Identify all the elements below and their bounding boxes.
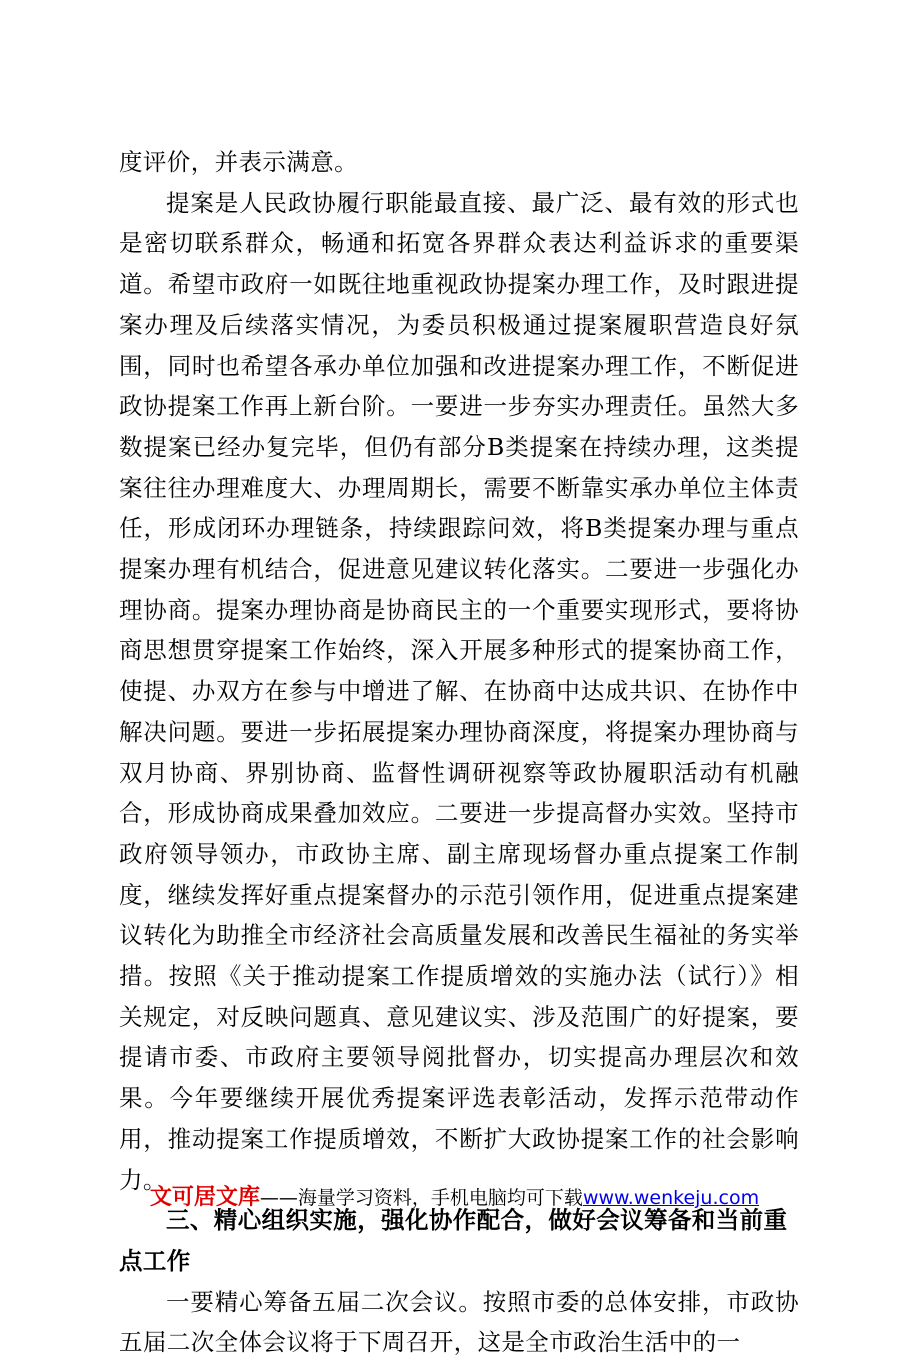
paragraph-continuation: 度评价，并表示满意。: [119, 148, 358, 176]
paragraph-proposal: 提案是人民政协履行职能最直接、最广泛、最有效的形式也是密切联系群众，畅通和拓宽各界群众表达利益诉求的重要渠道。希望市政府一如既往地重视政协提案办理工作，及时跟进提案办理及后续落实情况，为委员积极通过提案履职营造良好氛围，同时也希望各承办单位加强和改进提案办理工作，不断促进政协提案工作再上新台阶。一要进一步夯实办理责任。虽然大多数提案已经办复完毕，但仍有部分B类提案在持续办理，这类提案往往办理难度大、办理周期长，需要不断靠实承办单位主体责任，形成闭环办理链条，持续跟踪问效，将B类提案办理与重点提案办理有机结合，促进意见建议转化落实。二要进一步强化办理协商。提案办理协商是协商民主的一个重要实现形式，要将协商思想贯穿提案工作始终，深入开展多种形式的提案协商工作，使提、办双方在参与中增进了解、在协商中达成共识、在协作中解决问题。要进一步拓展提案办理协商深度，将提案办理协商与双月协商、界别协商、监督性调研视察等政协履职活动有机融合，形成协商成果叠加效应。二要进一步提高督办实效。坚持市政府领导领办，市政协主席、副主席现场督办重点提案工作制度，继续发挥好重点提案督办的示范引领作用，促进重点提案建议转化为助推全市经济社会高质量发展和改善民生福祉的务实举措。按照《关于推动提案工作提质增效的实施办法（试行）》相关规定，对反映问题真、意见建议实、涉及范围广的好提案，要提请市委、市政府主要领导阅批督办，切实提高办理层次和效果。今年要继续开展优秀提案评选表彰活动，发挥示范带动作用，推动提案工作提质增效，不断扩大政协提案工作的社会影响力。: [119, 188, 799, 1194]
footer-brand: 文可居文库: [149, 1185, 260, 1210]
footer-tagline: ——海量学习资料，手机电脑均可下载: [259, 1187, 583, 1209]
section-heading: 三、精心组织实施，强化协作配合，做好会议筹备和当前重点工作: [119, 1206, 788, 1275]
footer-watermark: [0, 1180, 909, 1211]
paragraph-meeting: 一要精心筹备五届二次会议。按照市委的总体安排，市政协五届二次全体会议将于下周召开，这是全市政治生活中的一: [119, 1287, 799, 1357]
footer-link[interactable]: www.wenkeju.com: [582, 1187, 760, 1209]
